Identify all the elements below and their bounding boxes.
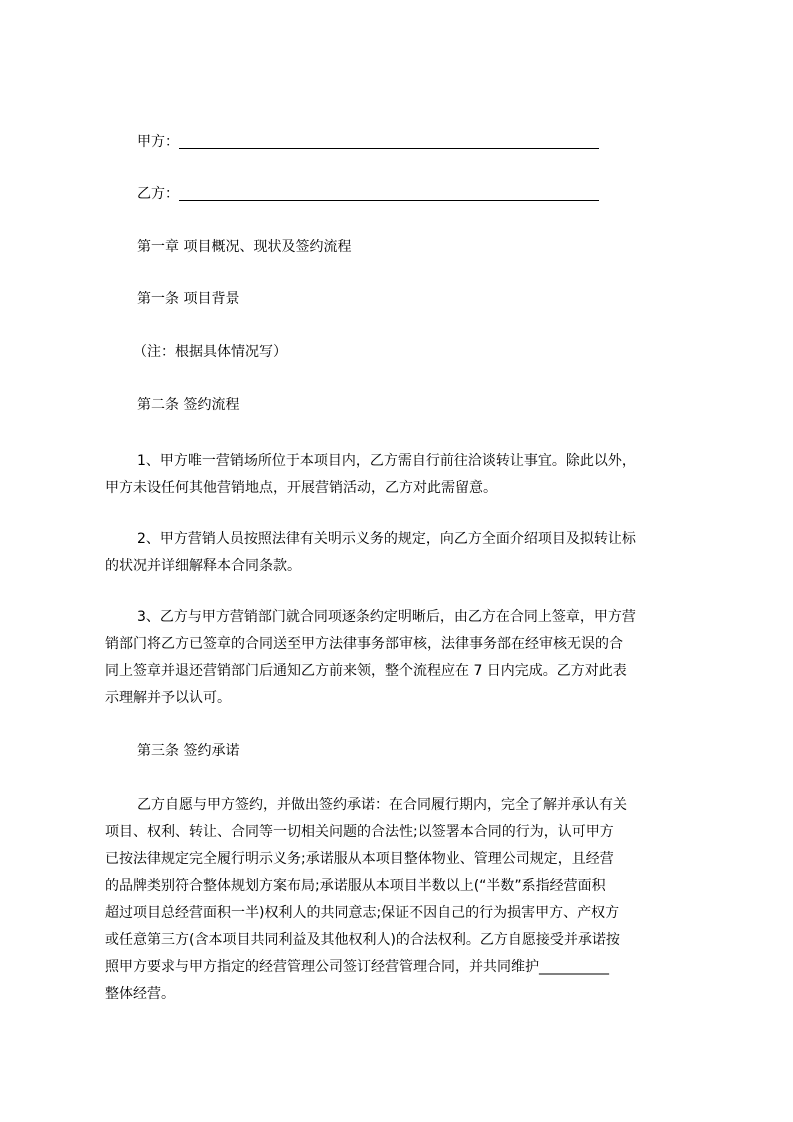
text-line: 项目、权利、转让、合同等一切相关问题的合法性;以签署本合同的行为，认可甲方: [105, 824, 614, 840]
text-line: 示理解并予以认可。: [105, 690, 231, 706]
party-a-label: 甲方：: [137, 134, 179, 150]
party-b-field: [105, 181, 705, 208]
text-line: 超过项目总经营面积一半)权利人的共同意志;保证不因自己的行为损害甲方、产权方: [105, 905, 620, 921]
article-heading: 第二条 签约流程: [137, 397, 240, 413]
party-b-blank: [179, 186, 599, 201]
text-line: 1、甲方唯一营销场所位于本项目内，乙方需自行前往洽谈转让事宜。除此以外，: [137, 453, 636, 469]
party-a-field: [105, 129, 705, 156]
text-line: 或任意第三方(含本项目共同利益及其他权利人)的合法权利。乙方自愿接受并承诺按: [105, 932, 620, 948]
paragraph: [105, 604, 705, 712]
paragraph: [105, 526, 705, 580]
article-heading: 第一条 项目背景: [137, 291, 240, 307]
text-line: 整体经营。: [105, 986, 175, 1002]
text-line: 销部门将乙方已签章的合同送至甲方法律事务部审核，法律事务部在经审核无误的合: [105, 636, 623, 652]
paragraph: [105, 448, 705, 502]
text-line: 已按法律规定完全履行明示义务;承诺服从本项目整体物业、管理公司规定，且经营: [105, 851, 614, 867]
text-line: 3、乙方与甲方营销部门就合同项逐条约定明晰后，由乙方在合同上签章，甲方营: [137, 609, 636, 625]
text-line: 照甲方要求与甲方指定的经营管理公司签订经营管理合同，并共同维护__________: [105, 959, 609, 975]
text-line: 2、甲方营销人员按照法律有关明示义务的规定，向乙方全面介绍项目及拟转让标: [137, 531, 636, 547]
text-line: 甲方未设任何其他营销地点，开展营销活动，乙方对此需留意。: [105, 480, 497, 496]
paragraph: [105, 792, 705, 1008]
note: （注：根据具体情况写）: [133, 344, 287, 360]
text-line: 的品牌类别符合整体规划方案布局;承诺服从本项目半数以上(“半数”系指经营面积: [105, 878, 606, 894]
text-line: 的状况并详细解释本合同条款。: [105, 558, 301, 574]
party-a-blank: [179, 134, 599, 149]
text-line: 同上签章并退还营销部门后通知乙方前来领，整个流程应在 7 日内完成。乙方对此表: [105, 663, 627, 679]
chapter-heading: 第一章 项目概况、现状及签约流程: [137, 239, 352, 255]
party-b-label: 乙方：: [137, 186, 179, 202]
article-heading: 第三条 签约承诺: [137, 743, 240, 759]
text-line: 乙方自愿与甲方签约，并做出签约承诺：在合同履行期内，完全了解并承认有关: [137, 797, 627, 813]
